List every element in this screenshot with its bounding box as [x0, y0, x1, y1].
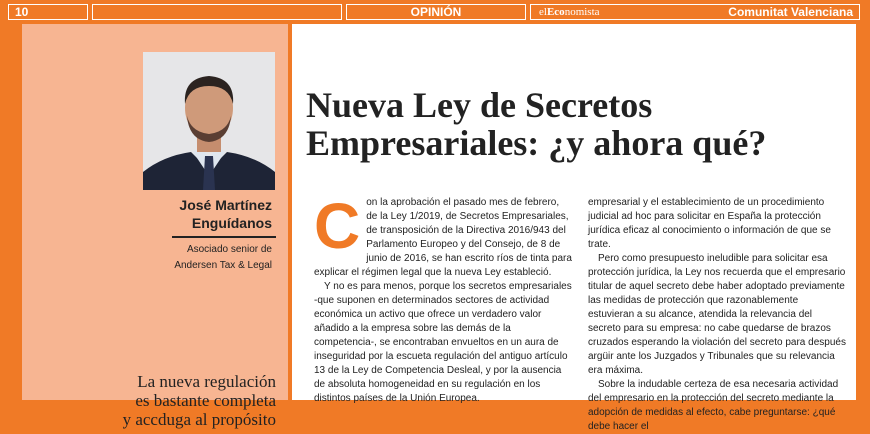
author-role: Asociado senior de Andersen Tax & Legal [174, 244, 272, 271]
drop-cap: C [314, 190, 361, 262]
paragraph: empresarial y el establecimiento de un procedimiento judicial ad hoc para solicitar en España la protección jurídica eficaz al conocimiento o información de que se trate. [588, 197, 831, 250]
page-header [0, 0, 870, 24]
article-title: Nueva Ley de Secretos Empresariales: ¿y ahora qué? [306, 85, 767, 163]
author-divider [172, 236, 276, 238]
article-area [292, 24, 870, 432]
author-name: José Martínez Enguídanos [179, 197, 272, 231]
brand-logo: elEconomista [539, 6, 600, 18]
paragraph: Pero como presupuesto ineludible para solicitar esa protección jurídica, la Ley nos recuerda que el empresario titular de aquel secreto debe haber adoptado previamente las medidas de protección que razonablemente estuvieran a su alcance, atendida la relevancia del secreto para su empresa: no cabe quedarse de brazos cruzados esperando la violación del secreto para después argüir ante los Juzgados y Tribunales que su relevancia era máxima. [588, 253, 846, 376]
header-spacer [92, 4, 342, 20]
paragraph: on la aprobación el pasado mes de febrero, de la Ley 1/2019, de Secretos Empresariales, de transposición de la Directiva 2016/943 del Parlamento Europeo y del Consejo, de 8 de junio de 2016, se han escrito ríos de tinta para explicar el régimen legal que la nueva Ley estableció. [314, 197, 572, 278]
orange-right-margin [856, 24, 870, 400]
article-column-1 [314, 190, 572, 406]
page-number: 10 [8, 4, 88, 20]
edition-label: Comunitat Valenciana [728, 5, 853, 19]
paragraph: Y no es para menos, porque los secretos empresariales -que suponen en determinados sectores de actividad económica un activo que ofrece un verdadero valor añadido a la empresa sobre las demás de la competencia-, se encontraban envueltos en un aura de inseguridad por la escueta regulación del antiguo artículo 13 de la Ley de Competencia Desleal, y por la ausencia de absoluta homogeneidad en su regulación en los distintos países de la Unión Europea. [314, 281, 572, 404]
header-brand-box [530, 4, 860, 20]
section-label: OPINIÓN [346, 4, 526, 20]
author-column [0, 24, 288, 429]
paragraph: Sobre la indudable certeza de esa necesaria actividad del empresario en la protección del secreto mediante la adopción de medidas al efecto, cabe preguntarse: ¿qué debe hacer el [588, 379, 839, 432]
orange-margin [0, 24, 22, 400]
pull-quote: La nueva regulación es bastante completa y accduga al propósito [122, 372, 276, 429]
author-photo [143, 52, 275, 190]
article-column-2 [588, 196, 846, 434]
